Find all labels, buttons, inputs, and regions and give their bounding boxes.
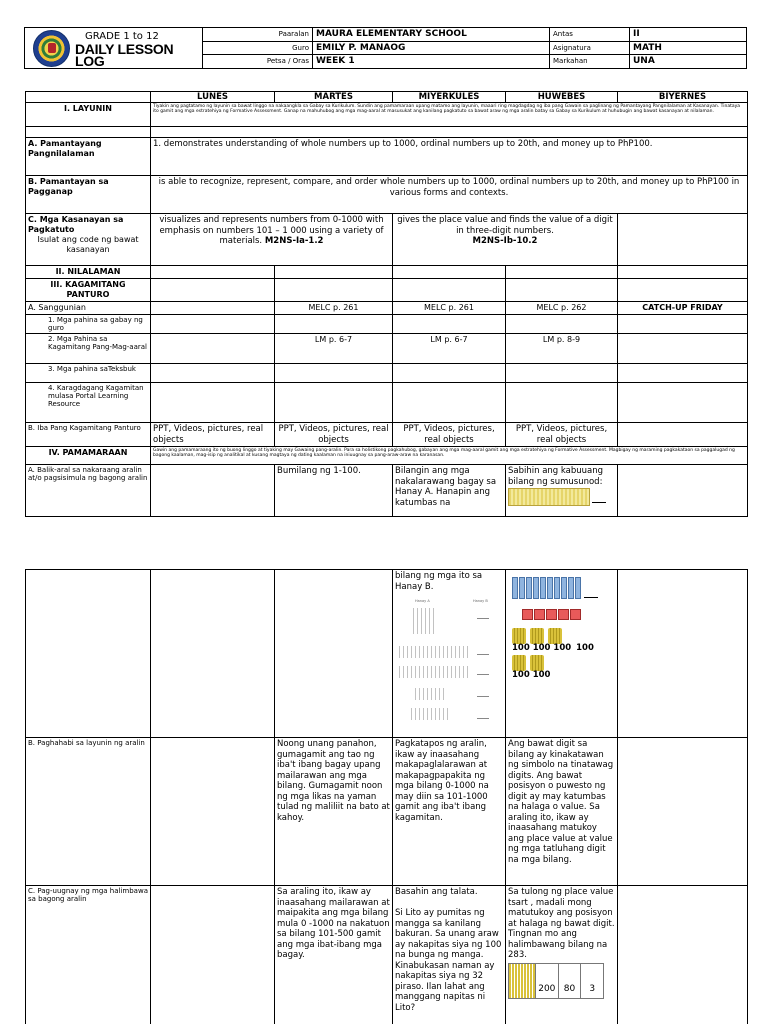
sanggunian-label: A. Sanggunian xyxy=(26,302,151,315)
empty-cell xyxy=(506,383,618,423)
balik-aral-martes: Bumilang ng 1-100. xyxy=(275,465,393,517)
iba-pang-kagamitan-label: B. Iba Pang Kagamitang Panturo xyxy=(26,423,151,447)
kasanayan-lunes xyxy=(151,214,393,266)
corner-cell xyxy=(26,92,151,103)
bundles-image xyxy=(512,655,615,671)
hundreds-labels xyxy=(512,644,615,652)
empty-cell xyxy=(26,570,151,738)
kasanayan-miyerkules xyxy=(393,214,618,266)
layunin-note: Tiyakin ang pagtatamo ng layunin sa bawat linggo na nakaangkla sa Gabay sa Kurikulum. Sundin ang pamamaraan upang matamo ang layunin, maaari ring magdagdag ng iba pang Gawain sa paglinang ng Pamantayang Pangnilalaman at Kasanayan. Tinataya ito gamit ang mga estratehiya ng Formative Assessment. Ganap na mahuhubog ang mga mag-aaral at masusukat ang kanilang pagkatuto sa bawat araw ng mga aralin batay sa Gabay sa Kurikulum at huhubugin ang bawat kasanayan at nilalaman. xyxy=(151,103,748,127)
empty-cell xyxy=(151,279,275,302)
hundred-flats-image xyxy=(522,609,615,620)
pamantayan-pagganap-value: is able to recognize, represent, compare, and order whole numbers up to 1000, ordinal numbers up to 20th, and money up to PhP100 in various forms and contexts. xyxy=(151,176,748,214)
answer-blank xyxy=(477,618,489,619)
empty-cell xyxy=(151,570,275,738)
kasanayan-label-cell xyxy=(26,214,151,266)
empty-cell xyxy=(151,302,275,315)
place-value-blocks-image xyxy=(509,964,536,998)
empty-cell xyxy=(151,886,275,1024)
empty-cell xyxy=(393,315,506,334)
hanay-a-label: Hanay A xyxy=(415,599,430,603)
kasanayan-label: C. Mga Kasanayan sa Pagkatuto xyxy=(28,215,124,234)
empty-cell xyxy=(151,315,275,334)
lm-martes: LM p. 6-7 xyxy=(275,334,393,364)
document-title: DAILY LESSON LOG xyxy=(75,41,174,69)
school-label: Paaralan xyxy=(203,28,313,42)
kasanayan-sublabel: Isulat ang code ng bawat kasanayan xyxy=(37,235,139,254)
empty-cell xyxy=(393,364,506,383)
paghahabi-huwebes: Ang bawat digit sa bilang ay kinakatawan ng simbolo na tinatawag digits. Ang bawat posisyon o puwesto ng digit ay may katumbas na halaga o value. Sa araling ito, ikaw ay inaasahang matukoy ang place value at value ng mga tatluhang digit na mga bilang. xyxy=(506,738,618,886)
sanggunian-huwebes: MELC p. 262 xyxy=(506,302,618,315)
subject-value: MATH xyxy=(630,41,747,55)
empty-cell xyxy=(618,465,748,517)
answer-blank xyxy=(477,654,489,655)
hundreds-row1: 100 100 100 xyxy=(512,643,572,653)
hundreds-row2: 100 100 xyxy=(512,670,551,680)
paghahabi-miyerkules: Pagkatapos ng aralin, ikaw ay inaasahang makapaglalarawan at makapagpapakita ng mga bilang 0-1000 na may diin sa 101-1000 gamit ang iba't ibang kagamitan. xyxy=(393,738,506,886)
empty-cell xyxy=(506,266,618,279)
balik-aral-miyerkules-cont-text: bilang ng mga ito sa Hanay B. xyxy=(395,571,483,592)
pamamaraan-label: IV. PAMAMARAAN xyxy=(26,447,151,465)
empty-cell xyxy=(275,279,393,302)
header-table xyxy=(24,27,747,69)
empty-cell xyxy=(506,364,618,383)
pamantayang-pangnilalaman-value: 1. demonstrates understanding of whole numbers up to 1000, ordinal numbers up to 20th, and money up to PhP100. xyxy=(151,138,748,176)
pamamaraan-note: Gawin ang pamamaraang ito ng buong linggo at tiyaking may Gawaing pang-aralin. Para sa holistikong pagkahubog, gabayan ang mga mag-aaral gamit ang mga estratehiya ng Formative Assessment. Magbigay ng maraming pagkakataon sa paggalugad ng bagong kaalaman, mag-isip ng analitikal at kusang magtaya ng dating kaalaman na iniuugnay sa pang-araw-araw na karanasan. xyxy=(151,447,748,465)
pv-tens: 80 xyxy=(559,964,582,998)
iba-pang-kagamitan-martes: PPT, Videos, pictures, real objects xyxy=(275,423,393,447)
bundles-image xyxy=(512,628,615,644)
counting-group xyxy=(411,708,451,720)
answer-blank xyxy=(477,718,489,719)
day-header-biyernes: BIYERNES xyxy=(618,92,748,103)
counting-group xyxy=(413,608,437,634)
sanggunian-martes: MELC p. 261 xyxy=(275,302,393,315)
date-label: Petsa / Oras xyxy=(203,55,313,69)
hanay-b-label: Hanay B xyxy=(473,599,488,603)
lesson-log-table xyxy=(25,91,748,517)
iba-pang-kagamitan-lunes: PPT, Videos, pictures, real objects xyxy=(151,423,275,447)
balik-aral-miyerkules: Bilangin ang mga nakalarawang bagay sa Hanay A. Hanapin ang katumbas na xyxy=(393,465,506,517)
spacer-cell xyxy=(26,127,151,138)
empty-cell xyxy=(618,423,748,447)
day-header-martes: MARTES xyxy=(275,92,393,103)
balik-aral-huwebes-text: Sabihin ang kabuuang bilang ng sumusunod: xyxy=(508,466,604,487)
lm-huwebes: LM p. 8-9 xyxy=(506,334,618,364)
pamantayang-pangnilalaman-label: A. Pamantayang Pangnilalaman xyxy=(26,138,151,176)
empty-cell xyxy=(151,334,275,364)
karagdagang-label: 4. Karagdagang Kagamitan mulasa Portal Learning Resource xyxy=(26,383,151,423)
empty-cell xyxy=(275,364,393,383)
pv-hundreds: 200 xyxy=(536,964,559,998)
day-header-miyerkules: MIYERKULES xyxy=(393,92,506,103)
paghahabi-label: B. Paghahabi sa layunin ng aralin xyxy=(26,738,151,886)
counting-group xyxy=(415,688,445,700)
pamantayan-pagganap-label: B. Pamantayan sa Pagganap xyxy=(26,176,151,214)
kasanayan-lunes-code: M2NS-Ia-1.2 xyxy=(264,236,324,246)
sanggunian-biyernes: CATCH-UP FRIDAY xyxy=(618,302,748,315)
empty-cell xyxy=(618,886,748,1024)
kasanayan-lunes-text: visualizes and represents numbers from 0-1000 with emphasis on numbers 101 – 1 000 using a variety of materials. xyxy=(159,215,384,246)
tens-rods-image xyxy=(512,577,615,599)
layunin-label: I. LAYUNIN xyxy=(26,103,151,127)
thousand-block-image xyxy=(508,488,590,506)
empty-cell xyxy=(275,383,393,423)
gabay-guro-label: 1. Mga pahina sa gabay ng guro xyxy=(26,315,151,334)
balik-aral-label: A. Balik-aral sa nakaraang aralin at/o pagsisimula ng bagong aralin xyxy=(26,465,151,517)
quarter-value: UNA xyxy=(630,55,747,69)
subject-label: Asignatura xyxy=(550,41,630,55)
counting-group xyxy=(399,646,469,658)
kasanayan-miyerkules-code: M2NS-Ib-10.2 xyxy=(472,236,538,246)
balik-aral-huwebes-cont xyxy=(506,570,618,738)
pag-uugnay-martes: Sa araling ito, ikaw ay inaasahang mailarawan at maipakita ang mga bilang mula 0 -1000 na nakatuon sa bilang 101-500 gamit ang mga ibat-ibang mga bagay. xyxy=(275,886,393,1024)
empty-cell xyxy=(275,570,393,738)
empty-cell xyxy=(275,315,393,334)
day-header-huwebes: HUWEBES xyxy=(506,92,618,103)
empty-cell xyxy=(151,465,275,517)
kasanayan-biyernes xyxy=(618,214,748,266)
answer-blank xyxy=(592,502,606,503)
lesson-log-table-continued xyxy=(25,569,748,1024)
hanay-matching-image xyxy=(395,596,491,736)
empty-cell xyxy=(151,364,275,383)
empty-cell xyxy=(151,738,275,886)
date-value: WEEK 1 xyxy=(313,55,550,69)
deped-seal-icon xyxy=(33,30,70,67)
kagamitang-panturo-label: III. KAGAMITANG PANTURO xyxy=(26,279,151,302)
balik-aral-huwebes xyxy=(506,465,618,517)
pag-uugnay-huwebes xyxy=(506,886,618,1024)
empty-cell xyxy=(618,364,748,383)
counting-group xyxy=(399,666,469,678)
kagamitang-pang-mag-aaral-label: 2. Mga Pahina sa Kagamitang Pang-Mag-aaral xyxy=(26,334,151,364)
empty-cell xyxy=(151,266,275,279)
empty-cell xyxy=(618,738,748,886)
answer-blank xyxy=(477,696,489,697)
empty-cell xyxy=(618,315,748,334)
teksbuk-label: 3. Mga pahina saTeksbuk xyxy=(26,364,151,383)
teacher-label: Guro xyxy=(203,41,313,55)
iba-pang-kagamitan-huwebes: PPT, Videos, pictures, real objects xyxy=(506,423,618,447)
teacher-value: EMILY P. MANAOG xyxy=(313,41,550,55)
quarter-label: Markahan xyxy=(550,55,630,69)
spacer-cell xyxy=(151,127,748,138)
empty-cell xyxy=(618,266,748,279)
empty-cell xyxy=(618,334,748,364)
empty-cell xyxy=(393,279,506,302)
grade-level-value: II xyxy=(630,28,747,42)
header-logo-cell xyxy=(25,28,203,69)
empty-cell xyxy=(618,570,748,738)
pag-uugnay-label: C. Pag-uugnay ng mga halimbawa sa bagong aralin xyxy=(26,886,151,1024)
pv-ones: 3 xyxy=(589,984,596,994)
balik-aral-miyerkules-cont xyxy=(393,570,506,738)
pag-uugnay-miyerkules: Basahin ang talata. Si Lito ay pumitas ng mangga sa kanilang bakuran. Sa unang araw ay nakapitas siya ng 100 na bunga ng manga. Kinabukasan naman ay nakapitas siya ng 32 piraso. Ilan lahat ang manggang napitas ni Lito? xyxy=(393,886,506,1024)
sanggunian-miyerkules: MELC p. 261 xyxy=(393,302,506,315)
empty-cell xyxy=(506,279,618,302)
empty-cell xyxy=(506,315,618,334)
empty-cell xyxy=(618,383,748,423)
iba-pang-kagamitan-miyerkules: PPT, Videos, pictures, real objects xyxy=(393,423,506,447)
nilalaman-label: II. NILALAMAN xyxy=(26,266,151,279)
paghahabi-martes: Noong unang panahon, gumagamit ang tao ng iba't ibang bagay upang mailarawan ang mga bilang. Gumagamit noon ng mga likas na yaman tulad ng maliliit na bato at kahoy. xyxy=(275,738,393,886)
school-value: MAURA ELEMENTARY SCHOOL xyxy=(313,28,550,42)
empty-cell xyxy=(275,266,393,279)
empty-cell xyxy=(618,279,748,302)
empty-cell xyxy=(151,383,275,423)
day-header-lunes: LUNES xyxy=(151,92,275,103)
grade-label: GRADE 1 to 12 xyxy=(85,31,159,42)
hundreds-extra: 100 xyxy=(576,643,594,653)
answer-blank xyxy=(477,674,489,675)
grade-level-label: Antas xyxy=(550,28,630,42)
pag-uugnay-huwebes-text: Sa tulong ng place value tsart , madali mong matutukoy ang posisyon at halaga ng bawat digit. Tingnan mo ang halimbawang bilang na 283. xyxy=(508,887,615,960)
kasanayan-miyerkules-text: gives the place value and finds the value of a digit in three-digit numbers. xyxy=(397,215,613,236)
place-value-chart xyxy=(508,963,604,999)
lm-miyerkules: LM p. 6-7 xyxy=(393,334,506,364)
empty-cell xyxy=(393,266,506,279)
empty-cell xyxy=(393,383,506,423)
